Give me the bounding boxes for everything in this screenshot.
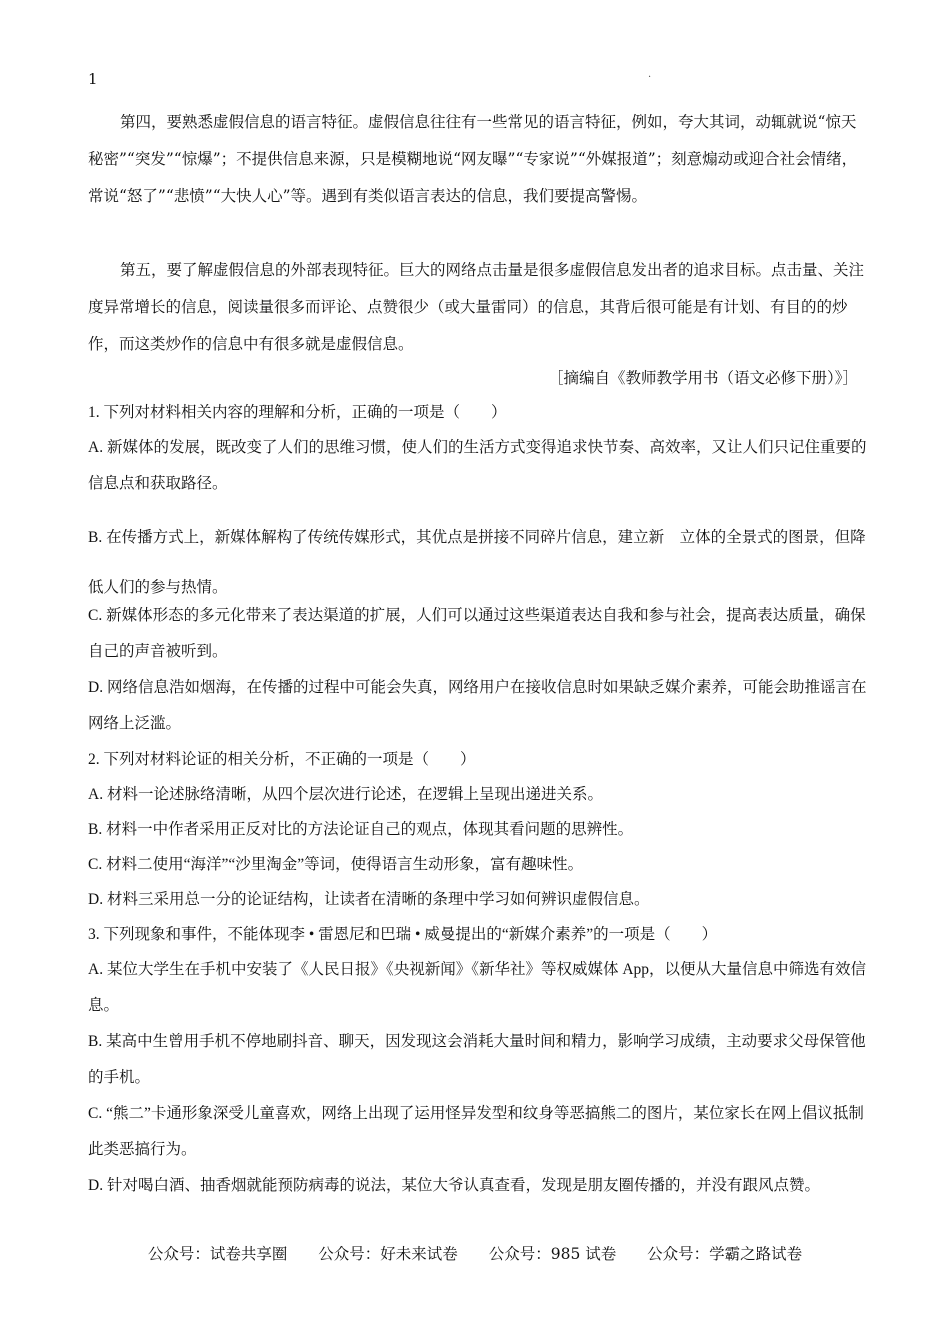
header-mark: ·	[648, 72, 652, 83]
source-citation: ［摘编自《教师教学用书（语文必修下册）》］	[547, 369, 858, 387]
question-stem: 2. 下列对材料论证的相关分析，不正确的一项是（ ）	[88, 751, 476, 768]
option-a: A. 新媒体的发展，既改变了人们的思维习惯，使人们的生活方式变得追求快节奏、高效率，又让人们只记住重要的信息点和获取路径。	[88, 439, 867, 492]
option-a: A. 材料一论述脉络清晰，从四个层次进行论述，在逻辑上呈现出递进关系。	[88, 786, 603, 803]
option-a: A. 某位大学生在手机中安装了《人民日报》《央视新闻》《新华社》等权威媒体 App，以便从大量信息中筛选有效信息。	[88, 961, 867, 1014]
footer-account: 公众号：学霸之路试卷	[647, 1245, 803, 1263]
option-b: B. 在传播方式上，新媒体解构了传统传媒形式，其优点是拼接不同碎片信息，建立新 立体的全景式的图景，但降低人们的参与热情。	[88, 529, 866, 596]
page-number: 1	[88, 70, 98, 88]
question-stem: 3. 下列现象和事件，不能体现李 • 雷恩尼和巴瑞 • 威曼提出的“新媒介素养”的一项是（ ）	[88, 926, 718, 943]
option-c: C. “熊二”卡通形象深受儿童喜欢，网络上出现了运用怪异发型和纹身等恶搞熊二的图片，某位家长在网上倡议抵制此类恶搞行为。	[88, 1105, 864, 1158]
question-stem: 1. 下列对材料相关内容的理解和分析，正确的一项是（ ）	[88, 404, 507, 421]
option-c: C. 新媒体形态的多元化带来了表达渠道的扩展，人们可以通过这些渠道表达自我和参与社会，提高表达质量，确保自己的声音被听到。	[88, 607, 866, 660]
footer-account: 公众号：好未来试卷	[318, 1245, 458, 1263]
option-d: D. 材料三采用总一分的论证结构，让读者在清晰的条理中学习如何辨识虚假信息。	[88, 891, 650, 908]
footer-account: 公众号：试卷共享圈	[147, 1245, 288, 1263]
material-paragraph-5: 第五，要了解虚假信息的外部表现特征。巨大的网络点击量是很多虚假信息发出者的追求目标。点击量、关注度异常增长的信息，阅读量很多而评论、点赞很少（或大量雷同）的信息，其背后很可能是有计划、有目的的炒作，而这类炒作的信息中有很多就是虚假信息。	[88, 261, 865, 353]
option-b: B. 材料一中作者采用正反对比的方法论证自己的观点，体现其看问题的思辨性。	[88, 821, 634, 838]
option-d: D. 网络信息浩如烟海，在传播的过程中可能会失真，网络用户在接收信息时如果缺乏媒介素养，可能会助推谣言在网络上泛滥。	[88, 679, 867, 732]
option-b: B. 某高中生曾用手机不停地刷抖音、聊天，因发现这会消耗大量时间和精力，影响学习成绩，主动要求父母保管他的手机。	[88, 1033, 866, 1086]
option-c: C. 材料二使用“海洋”“沙里淘金”等词，使得语言生动形象，富有趣味性。	[88, 856, 584, 873]
material-paragraph-4: 第四，要熟悉虚假信息的语言特征。虚假信息往往有一些常见的语言特征，例如，夸大其词，动辄就说“惊天秘密”“突发”“惊爆”；不提供信息来源，只是模糊地说“网友曝”“专家说”“外媒报道”；刻意煽动或迎合社会情绪，常说“怒了”“悲愤”“大快人心”等。遇到有类似语言表达的信息，我们要提高警惕。	[88, 113, 858, 205]
footer	[0, 1242, 950, 1264]
option-d: D. 针对喝白酒、抽香烟就能预防病毒的说法，某位大爷认真查看，发现是朋友圈传播的，并没有跟风点赞。	[88, 1177, 820, 1194]
footer-account: 公众号：985 试卷	[488, 1245, 617, 1263]
